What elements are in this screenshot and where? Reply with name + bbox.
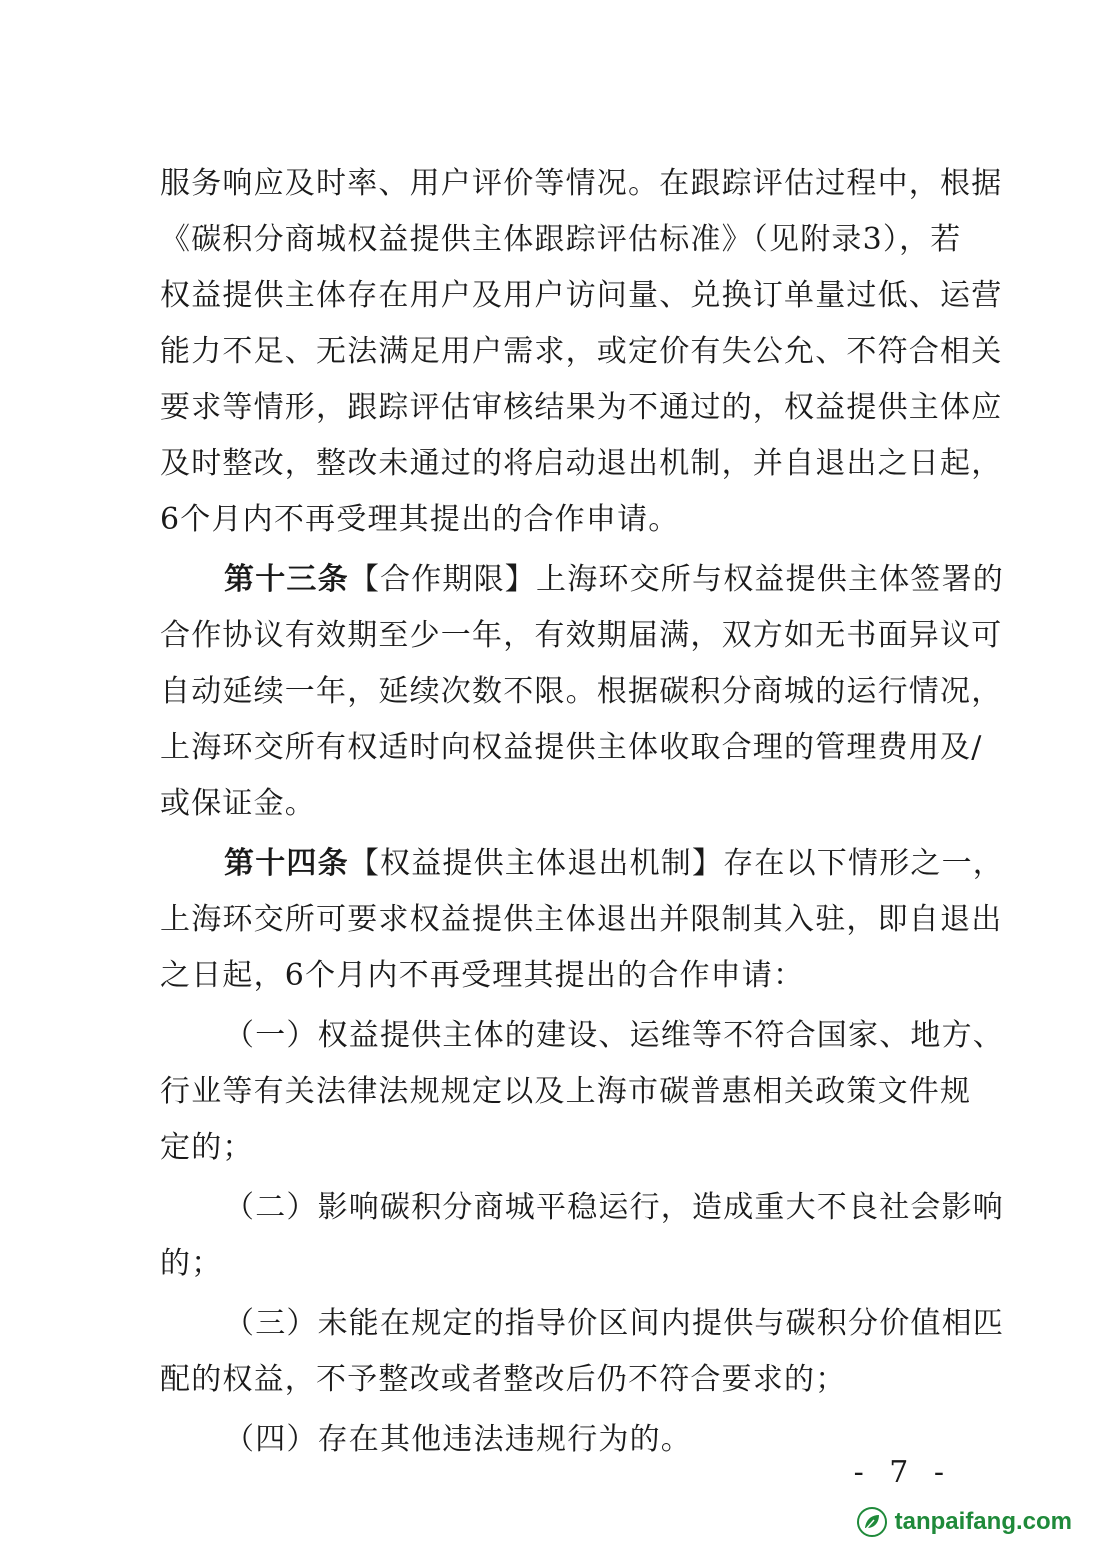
document-body xyxy=(160,156,1005,1468)
text-line: 服务响应及时率、用户评价等情况。在跟踪评估过程中，根据 xyxy=(160,166,1003,201)
text-line: 定的； xyxy=(160,1130,254,1165)
text-line: 行业等有关法律法规规定以及上海市碳普惠相关政策文件规 xyxy=(160,1074,972,1109)
article-13-first-line xyxy=(160,552,1005,608)
list-item-4-first-line: （四）存在其他违法违规行为的。 xyxy=(224,1422,692,1457)
article-14-first-line xyxy=(160,836,1005,892)
list-item-3-first-line: （三）未能在规定的指导价区间内提供与碳积分价值相匹 xyxy=(224,1306,1004,1341)
article-13 xyxy=(160,552,1005,832)
list-item-1-first-line: （一）权益提供主体的建设、运维等不符合国家、地方、 xyxy=(224,1018,1004,1053)
text-line: 自动延续一年，延续次数不限。根据碳积分商城的运行情况， xyxy=(160,674,1003,709)
paragraph-tracking-evaluation xyxy=(160,156,1003,548)
text-line: 之日起，6个月内不再受理其提出的合作申请： xyxy=(160,958,805,993)
article-14-title: 【权益提供主体退出机制】存在以下情形之一， xyxy=(348,846,1005,881)
list-item-2-first-line: （二）影响碳积分商城平稳运行，造成重大不良社会影响 xyxy=(224,1190,1004,1225)
text-line: 配的权益，不予整改或者整改后仍不符合要求的； xyxy=(160,1362,847,1397)
leaf-icon xyxy=(857,1507,887,1537)
article-14-heading: 第十四条 xyxy=(224,846,349,881)
text-line: 及时整改，整改未通过的将启动退出机制，并自退出之日起， xyxy=(160,446,1003,481)
text-line: 《碳积分商城权益提供主体跟踪评估标准》（见附录3），若 xyxy=(160,222,962,257)
text-line: 6个月内不再受理其提出的合作申请。 xyxy=(160,502,680,537)
text-line: 的； xyxy=(160,1246,223,1281)
site-watermark xyxy=(857,1507,1072,1537)
watermark-text: tanpaifang.com xyxy=(894,1508,1072,1535)
text-line: 要求等情形，跟踪评估审核结果为不通过的，权益提供主体应 xyxy=(160,390,1003,425)
page-number: - 7 - xyxy=(853,1455,952,1490)
text-line: 上海环交所有权适时向权益提供主体收取合理的管理费用及/ xyxy=(160,730,983,765)
text-line: 能力不足、无法满足用户需求，或定价有失公允、不符合相关 xyxy=(160,334,1003,369)
article-14 xyxy=(160,836,1005,1004)
list-item-1 xyxy=(160,1008,1004,1176)
list-item-3 xyxy=(160,1296,1004,1408)
text-line: 上海环交所可要求权益提供主体退出并限制其入驻，即自退出 xyxy=(160,902,1003,937)
article-13-heading: 第十三条 xyxy=(224,562,349,597)
list-item-4 xyxy=(160,1412,960,1468)
text-line: 合作协议有效期至少一年，有效期届满，双方如无书面异议可 xyxy=(160,618,1003,653)
text-line: 权益提供主体存在用户及用户访问量、兑换订单量过低、运营 xyxy=(160,278,1003,313)
article-13-title: 【合作期限】上海环交所与权益提供主体签署的 xyxy=(348,562,1005,597)
text-line: 或保证金。 xyxy=(160,786,316,821)
list-item-2 xyxy=(160,1180,1004,1292)
